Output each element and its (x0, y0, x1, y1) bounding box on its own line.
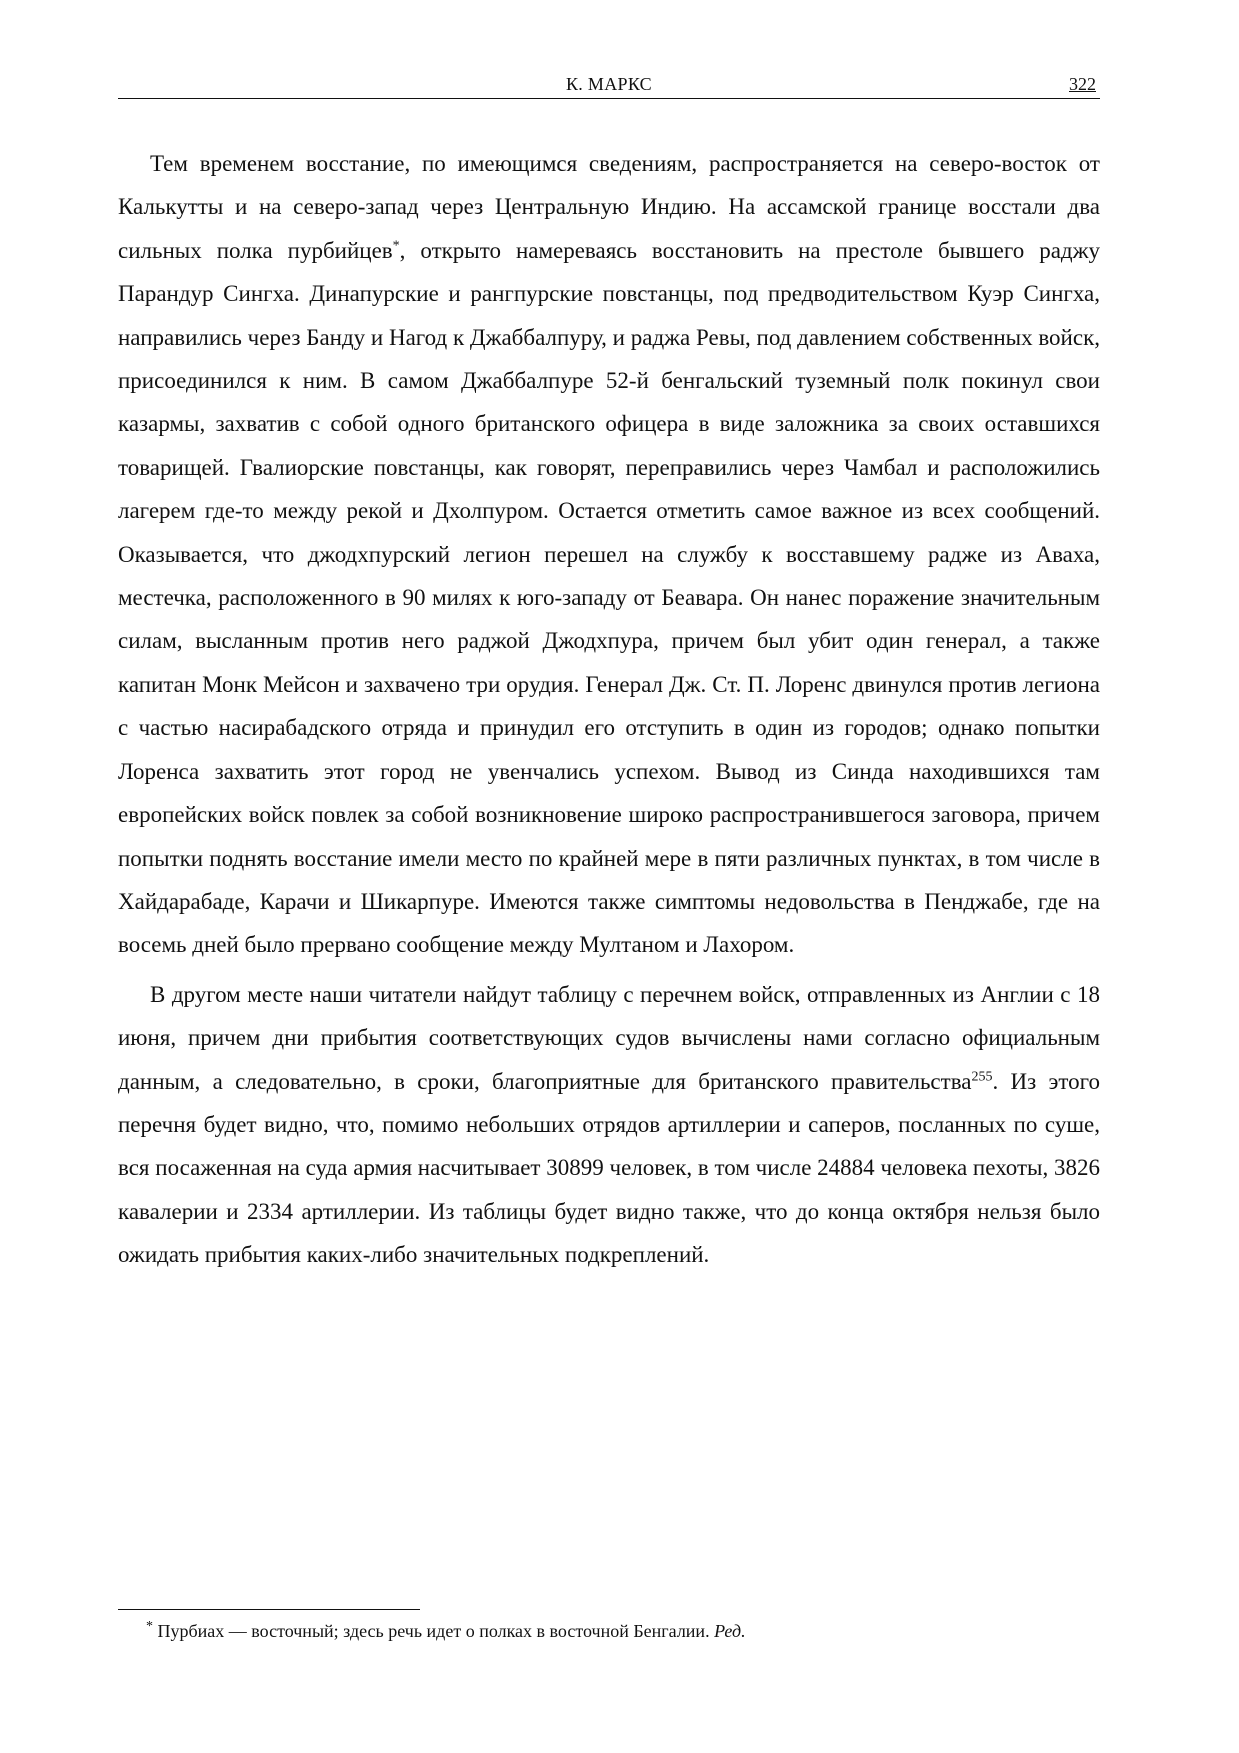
footnote-mark-asterisk: * (392, 238, 400, 254)
running-header (118, 74, 1100, 99)
footnote-separator (118, 1609, 420, 1610)
footnote (146, 1618, 1096, 1644)
footnote-editor-mark: Ред. (714, 1621, 746, 1641)
main-text (118, 142, 1100, 1277)
header-author: К. МАРКС (566, 74, 652, 94)
paragraph-2 (118, 973, 1100, 1277)
paragraph-1-text-a: Тем временем восстание, по имеющимся сведениям, распространяется на северо-восток от Калькутты и на северо-запад через Центральную Индию. На ассамской границе восстали два сильных полка пурбийцев (118, 151, 1100, 263)
endnote-reference: 255 (971, 1068, 993, 1084)
footnote-asterisk: * (146, 1619, 153, 1634)
paragraph-2-text-a: В другом месте наши читатели найдут таблицу с перечнем войск, отправленных из Англии с 18 июня, причем дни прибытия соответствующих судов вычислены нами согласно официальным данным, а следовательно, в сроки, благоприятные для британского правительства (118, 981, 1100, 1094)
page-number: 322 (1069, 74, 1096, 94)
paragraph-1 (118, 142, 1100, 967)
paragraph-1-text-b: , открыто намереваясь восстановить на престоле бывшего раджу Парандур Сингха. Динапурские и рангпурские повстанцы, под предводительством Куэр Сингха, направились через Банду и Нагод к Джаббалпуру, и раджа Ревы, под давлением собственных войск, присоединился к ним. В самом Джаббалпуре 52-й бенгальский туземный полк покинул свои казармы, захватив с собой одного британского офицера в виде заложника за своих оставшихся товарищей. Гвалиорские повстанцы, как говорят, переправились через Чамбал и расположились лагерем где-то между рекой и Дхолпуром. Остается отметить самое важное из всех сообщений. Оказывается, что джодхпурский легион перешел на службу к восставшему радже из Аваха, местечка, расположенного в 90 милях к юго-западу от Беавара. Он нанес поражение значительным силам, высланным против него раджой Джодхпура, причем был убит один генерал, а также капитан Монк Мейсон и захвачено три орудия. Генерал Дж. Ст. П. Лоренс двинулся против легиона с частью насирабадского отряда и принудил его отступить в один из городов; однако попытки Лоренса захватить этот город не увенчались успехом. Вывод из Синда находившихся там европейских войск повлек за собой возникновение широко распространившегося заговора, причем попытки поднять восстание имели место по крайней мере в пяти различных пунктах, в том числе в Хайдарабаде, Карачи и Шикарпуре. Имеются также симптомы недовольства в Пенджабе, где на восемь дней было прервано сообщение между Мултаном и Лахором. (118, 237, 1100, 958)
footnote-text: Пурбиах — восточный; здесь речь идет о полках в восточной Бенгалии. (153, 1621, 715, 1641)
paragraph-2-text-b: . Из этого перечня будет видно, что, помимо небольших отрядов артиллерии и саперов, посланных по суше, вся посаженная на суда армия насчитывает 30899 человек, в том числе 24884 человека пехоты, 3826 кавалерии и 2334 артиллерии. Из таблицы будет видно также, что до конца октября нельзя было ожидать прибытия каких-либо значительных подкреплений. (118, 1068, 1100, 1268)
